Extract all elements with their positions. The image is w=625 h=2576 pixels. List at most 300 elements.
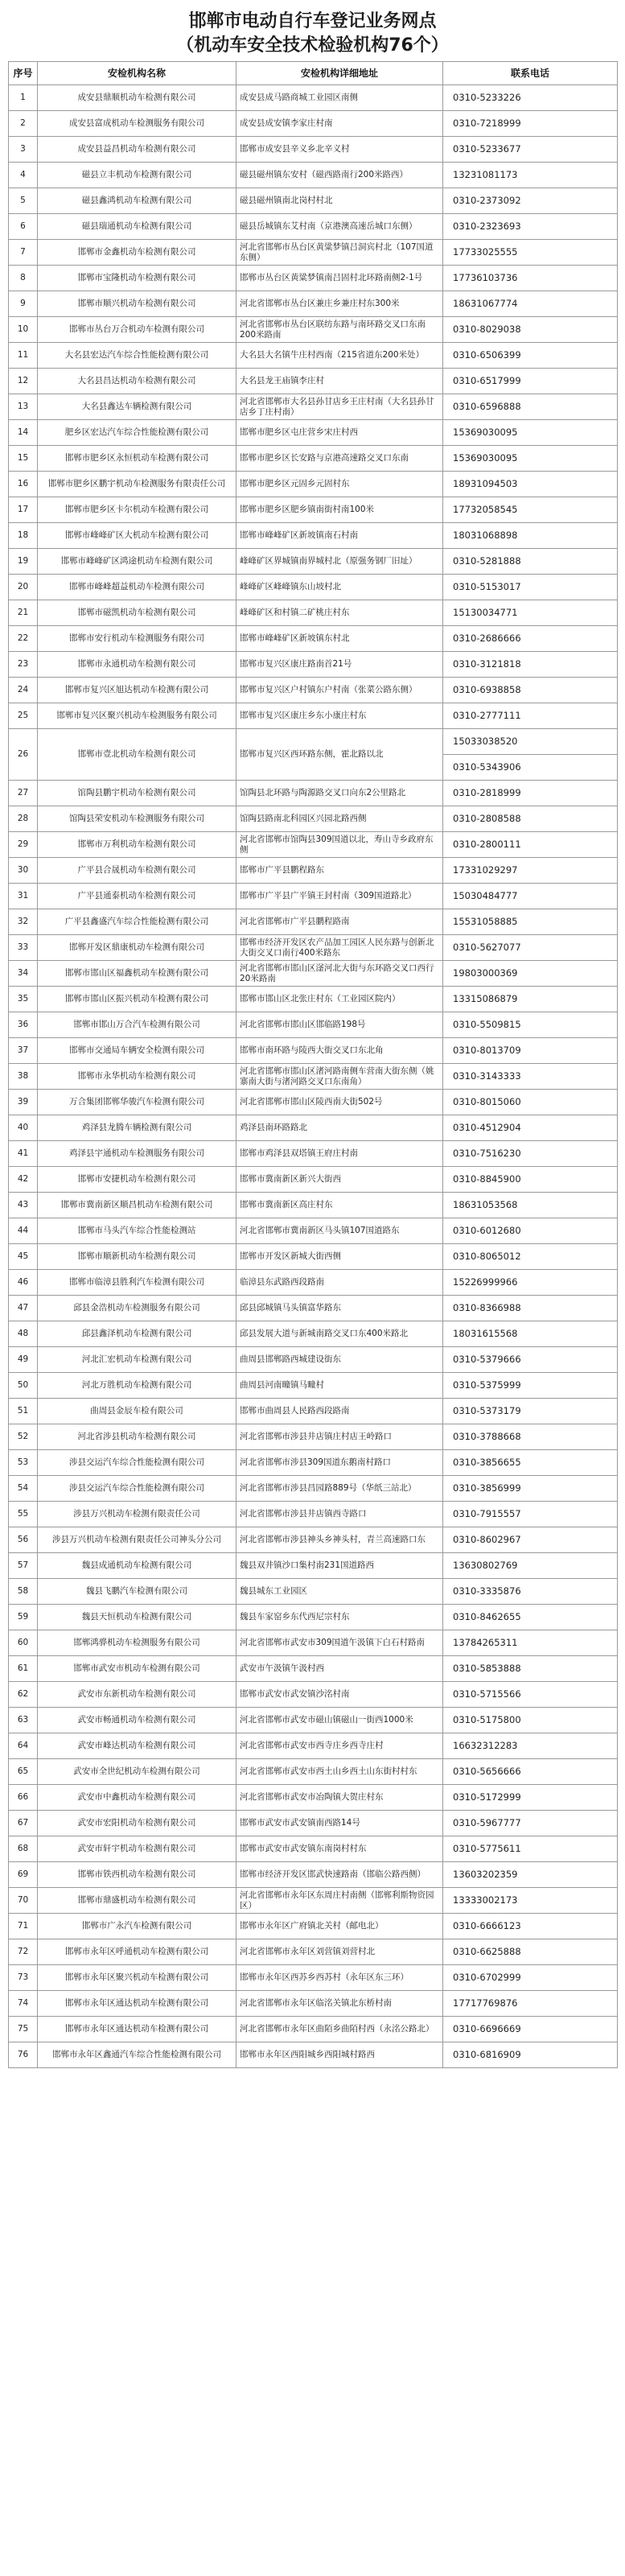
agency-address: 河北省邯郸市邯山区邯临路198号 bbox=[236, 1012, 443, 1038]
agency-name: 邯郸市丛台万合机动车检测有限公司 bbox=[38, 317, 236, 343]
agency-phone: 18031615568 bbox=[443, 1321, 618, 1347]
agency-address: 成安县成马路商城工业园区南侧 bbox=[236, 85, 443, 111]
agency-name: 鸡泽县宇通机动车检测服务有限公司 bbox=[38, 1141, 236, 1167]
row-number: 49 bbox=[9, 1347, 38, 1373]
row-number: 34 bbox=[9, 961, 38, 987]
agency-phone bbox=[443, 729, 618, 781]
row-number: 15 bbox=[9, 446, 38, 472]
row-number: 18 bbox=[9, 523, 38, 549]
row-number: 72 bbox=[9, 1939, 38, 1965]
row-number: 67 bbox=[9, 1811, 38, 1836]
row-number: 1 bbox=[9, 85, 38, 111]
agency-name: 涉县万兴机动车检测有限责任公司神头分公司 bbox=[38, 1527, 236, 1553]
table-row bbox=[9, 1682, 618, 1708]
row-number: 62 bbox=[9, 1682, 38, 1708]
table-row bbox=[9, 369, 618, 394]
agency-phone: 17733025555 bbox=[443, 240, 618, 266]
table-row bbox=[9, 909, 618, 935]
table-row bbox=[9, 394, 618, 420]
agency-address: 馆陶县路南北科园区兴园北路西侧 bbox=[236, 806, 443, 832]
row-number: 76 bbox=[9, 2042, 38, 2068]
agency-address: 邯郸市成安县辛义乡北辛义村 bbox=[236, 137, 443, 163]
agency-name: 成安县鼎顺机动车检测有限公司 bbox=[38, 85, 236, 111]
row-number: 69 bbox=[9, 1862, 38, 1888]
agency-phone: 0310-7218999 bbox=[443, 111, 618, 137]
agency-name: 磁县立丰机动车检测有限公司 bbox=[38, 163, 236, 188]
phone-number: 15033038520 bbox=[453, 736, 518, 747]
agency-address: 河北省邯郸市永年区东周庄村南侧（邯郸利斯物资园区） bbox=[236, 1888, 443, 1914]
agency-address: 河北省邯郸市武安市磁山镇磁山一街西1000米 bbox=[236, 1708, 443, 1733]
row-number: 70 bbox=[9, 1888, 38, 1914]
agency-phone: 0310-8029038 bbox=[443, 317, 618, 343]
row-number: 63 bbox=[9, 1708, 38, 1733]
agency-name: 邯郸市壹北机动车检测有限公司 bbox=[38, 729, 236, 781]
table-row bbox=[9, 1888, 618, 1914]
row-number: 32 bbox=[9, 909, 38, 935]
agency-name: 邯郸市峰峰矿区鸿途机动车检测有限公司 bbox=[38, 549, 236, 575]
agency-name: 馆陶县荣安机动车检测服务有限公司 bbox=[38, 806, 236, 832]
agency-phone: 0310-8845900 bbox=[443, 1167, 618, 1193]
agency-name: 鸡泽县龙腾车辆检测有限公司 bbox=[38, 1115, 236, 1141]
agency-address: 鸡泽县南环路路北 bbox=[236, 1115, 443, 1141]
agency-phone: 13603202359 bbox=[443, 1862, 618, 1888]
row-number: 61 bbox=[9, 1656, 38, 1682]
agency-name: 武安市轩宇机动车检测有限公司 bbox=[38, 1836, 236, 1862]
agency-name: 邯郸市肥乡区鹏宇机动车检测服务有限责任公司 bbox=[38, 472, 236, 497]
agency-name: 邯郸市安行机动车检测服务有限公司 bbox=[38, 626, 236, 652]
table-row bbox=[9, 343, 618, 369]
agency-address: 魏县城东工业园区 bbox=[236, 1579, 443, 1605]
agency-phone: 0310-6517999 bbox=[443, 369, 618, 394]
row-number: 43 bbox=[9, 1193, 38, 1218]
table-row bbox=[9, 832, 618, 858]
row-number: 33 bbox=[9, 935, 38, 961]
agency-address: 河北省邯郸市涉县神头乡神头村，青兰高速路口东 bbox=[236, 1527, 443, 1553]
row-number: 42 bbox=[9, 1167, 38, 1193]
row-number: 21 bbox=[9, 600, 38, 626]
agency-name: 武安市畅通机动车检测有限公司 bbox=[38, 1708, 236, 1733]
agency-name: 河北万胜机动车检测有限公司 bbox=[38, 1373, 236, 1399]
agency-name: 邯郸市马头汽车综合性能检测站 bbox=[38, 1218, 236, 1244]
table-row bbox=[9, 935, 618, 961]
agency-address: 邯郸市肥乡区肥乡镇南街村南100米 bbox=[236, 497, 443, 523]
agency-address: 河北省邯郸市冀南新区马头镇107国道路东 bbox=[236, 1218, 443, 1244]
row-number: 71 bbox=[9, 1914, 38, 1939]
header-address: 安检机构详细地址 bbox=[236, 62, 443, 85]
table-row bbox=[9, 1424, 618, 1450]
table-row bbox=[9, 1836, 618, 1862]
row-number: 37 bbox=[9, 1038, 38, 1064]
document-subtitle: （机动车安全技术检验机构76个） bbox=[176, 35, 449, 56]
row-number: 12 bbox=[9, 369, 38, 394]
agency-name: 涉县交运汽车综合性能检测有限公司 bbox=[38, 1450, 236, 1476]
row-number: 44 bbox=[9, 1218, 38, 1244]
row-number: 14 bbox=[9, 420, 38, 446]
table-row bbox=[9, 1939, 618, 1965]
agency-phone: 0310-8462655 bbox=[443, 1605, 618, 1630]
agency-address: 邯郸市经济开发区邯武快速路南（邯临公路西侧） bbox=[236, 1862, 443, 1888]
row-number: 29 bbox=[9, 832, 38, 858]
agency-address: 邯郸市肥乡区屯庄营乡宋庄村西 bbox=[236, 420, 443, 446]
agency-phone: 13231081173 bbox=[443, 163, 618, 188]
table-row bbox=[9, 884, 618, 909]
agency-address: 峰峰矿区界城镇南界城村北（原强务钢厂旧址） bbox=[236, 549, 443, 575]
agency-name: 武安市东新机动车检测有限公司 bbox=[38, 1682, 236, 1708]
agency-address: 邯郸市复兴区康庄乡东小康庄村东 bbox=[236, 703, 443, 729]
agency-phone: 0310-6506399 bbox=[443, 343, 618, 369]
agency-phone: 0310-5153017 bbox=[443, 575, 618, 600]
agency-name: 邯郸市永华机动车检测有限公司 bbox=[38, 1064, 236, 1090]
row-number: 24 bbox=[9, 678, 38, 703]
agency-phone: 0310-5379666 bbox=[443, 1347, 618, 1373]
agency-address: 邯郸市南环路与陵西大街交叉口东北角 bbox=[236, 1038, 443, 1064]
agency-address: 大名县龙王庙镇李庄村 bbox=[236, 369, 443, 394]
table-row bbox=[9, 1450, 618, 1476]
agency-address: 河北省邯郸市邯山区滏河北大街与东环路交叉口西行20米路南 bbox=[236, 961, 443, 987]
agency-address: 邯郸市峰峰矿区新坡镇东村北 bbox=[236, 626, 443, 652]
agency-name: 武安市峰达机动车检测有限公司 bbox=[38, 1733, 236, 1759]
agency-table bbox=[8, 61, 618, 2068]
agency-address: 河北省邯郸市广平县鹏程路南 bbox=[236, 909, 443, 935]
agency-phone: 0310-3121818 bbox=[443, 652, 618, 678]
table-row bbox=[9, 1270, 618, 1296]
row-number: 64 bbox=[9, 1733, 38, 1759]
table-row bbox=[9, 1759, 618, 1785]
agency-name: 邯郸市交通局车辆安全检测有限公司 bbox=[38, 1038, 236, 1064]
row-number: 28 bbox=[9, 806, 38, 832]
table-row bbox=[9, 858, 618, 884]
agency-address: 邱县发展大道与新城南路交叉口东400米路北 bbox=[236, 1321, 443, 1347]
agency-name: 武安市全世纪机动车检测有限公司 bbox=[38, 1759, 236, 1785]
agency-phone: 0310-3143333 bbox=[443, 1064, 618, 1090]
agency-address: 河北省邯郸市丛台区兼庄乡兼庄村东300米 bbox=[236, 291, 443, 317]
agency-address: 河北省邯郸市涉县井店镇庄村店王岭路口 bbox=[236, 1424, 443, 1450]
row-number: 9 bbox=[9, 291, 38, 317]
agency-address: 河北省邯郸市涉县昌园路889号（华纸三站北） bbox=[236, 1476, 443, 1502]
header-phone: 联系电话 bbox=[443, 62, 618, 85]
table-row bbox=[9, 987, 618, 1012]
table-row bbox=[9, 1502, 618, 1527]
agency-phone: 0310-5715566 bbox=[443, 1682, 618, 1708]
agency-phone: 0310-6938858 bbox=[443, 678, 618, 703]
row-number: 27 bbox=[9, 781, 38, 806]
agency-phone: 18931094503 bbox=[443, 472, 618, 497]
agency-address: 河北省邯郸市武安市西土山乡西土山东街村村东 bbox=[236, 1759, 443, 1785]
table-row bbox=[9, 523, 618, 549]
agency-phone: 19803000369 bbox=[443, 961, 618, 987]
agency-address: 邯郸市永年区广府镇北关村（邮电北） bbox=[236, 1914, 443, 1939]
agency-phone: 0310-6012680 bbox=[443, 1218, 618, 1244]
agency-name: 邯郸市万利机动车检测有限公司 bbox=[38, 832, 236, 858]
agency-name: 馆陶县鹏宇机动车检测有限公司 bbox=[38, 781, 236, 806]
agency-phone: 15369030095 bbox=[443, 446, 618, 472]
row-number: 30 bbox=[9, 858, 38, 884]
table-row bbox=[9, 781, 618, 806]
table-row bbox=[9, 1733, 618, 1759]
agency-phone: 0310-2777111 bbox=[443, 703, 618, 729]
row-number: 59 bbox=[9, 1605, 38, 1630]
row-number: 8 bbox=[9, 266, 38, 291]
agency-phone: 0310-5373179 bbox=[443, 1399, 618, 1424]
agency-name: 曲周县金辰车检有限公司 bbox=[38, 1399, 236, 1424]
table-row bbox=[9, 317, 618, 343]
agency-name: 邯郸市复兴区旭达机动车检测有限公司 bbox=[38, 678, 236, 703]
agency-address: 河北省邯郸市馆陶县309国道以北，寿山寺乡政府东侧 bbox=[236, 832, 443, 858]
table-row bbox=[9, 1785, 618, 1811]
row-number: 60 bbox=[9, 1630, 38, 1656]
agency-name: 邯郸市复兴区聚兴机动车检测服务有限公司 bbox=[38, 703, 236, 729]
agency-name: 邯郸市永年区呼通机动车检测有限公司 bbox=[38, 1939, 236, 1965]
agency-address: 磁县岳城镇东艾村南（京港澳高速岳城口东侧） bbox=[236, 214, 443, 240]
row-number: 51 bbox=[9, 1399, 38, 1424]
agency-address: 磁县磁州镇东安村（磁西路南行200米路西） bbox=[236, 163, 443, 188]
agency-phone: 0310-7915557 bbox=[443, 1502, 618, 1527]
table-row bbox=[9, 1218, 618, 1244]
agency-phone: 0310-5853888 bbox=[443, 1656, 618, 1682]
table-row bbox=[9, 575, 618, 600]
table-row bbox=[9, 2017, 618, 2042]
table-row bbox=[9, 549, 618, 575]
table-row bbox=[9, 1244, 618, 1270]
table-row bbox=[9, 163, 618, 188]
table-row bbox=[9, 240, 618, 266]
agency-name: 邯郸市宝隆机动车检测有限公司 bbox=[38, 266, 236, 291]
agency-phone: 0310-5172999 bbox=[443, 1785, 618, 1811]
agency-address: 武安市午汲镇午汲村西 bbox=[236, 1656, 443, 1682]
agency-address: 河北省邯郸市永年区刘营镇刘营村北 bbox=[236, 1939, 443, 1965]
table-row bbox=[9, 1141, 618, 1167]
table-row bbox=[9, 1012, 618, 1038]
table-row bbox=[9, 806, 618, 832]
table-row bbox=[9, 678, 618, 703]
agency-name: 邯郸市永年区通达机动车检测有限公司 bbox=[38, 1991, 236, 2017]
agency-address: 邯郸市复兴区康庄路南首21号 bbox=[236, 652, 443, 678]
table-row bbox=[9, 703, 618, 729]
agency-address: 河北省邯郸市丛台区联纺东路与南环路交叉口东南200米路南 bbox=[236, 317, 443, 343]
row-number: 23 bbox=[9, 652, 38, 678]
agency-phone: 16632312283 bbox=[443, 1733, 618, 1759]
table-row bbox=[9, 1090, 618, 1115]
agency-phone: 13333002173 bbox=[443, 1888, 618, 1914]
row-number: 47 bbox=[9, 1296, 38, 1321]
agency-name: 邯郸市临漳县胜利汽车检测有限公司 bbox=[38, 1270, 236, 1296]
table-body bbox=[9, 85, 618, 2068]
agency-phone: 0310-5627077 bbox=[443, 935, 618, 961]
row-number: 4 bbox=[9, 163, 38, 188]
agency-phone: 15369030095 bbox=[443, 420, 618, 446]
table-header-row bbox=[9, 62, 618, 85]
agency-name: 邯郸市肥乡区卡尔机动车检测有限公司 bbox=[38, 497, 236, 523]
agency-name: 邱县鑫泽机动车检测有限公司 bbox=[38, 1321, 236, 1347]
agency-phone: 0310-5775611 bbox=[443, 1836, 618, 1862]
agency-phone: 18031068898 bbox=[443, 523, 618, 549]
agency-phone: 0310-5656666 bbox=[443, 1759, 618, 1785]
table-row bbox=[9, 137, 618, 163]
table-row bbox=[9, 497, 618, 523]
row-number: 52 bbox=[9, 1424, 38, 1450]
agency-phone: 0310-2686666 bbox=[443, 626, 618, 652]
agency-address: 大名县大名镇牛庄村西南（215省道东200米处） bbox=[236, 343, 443, 369]
agency-name: 邯郸市永通机动车检测有限公司 bbox=[38, 652, 236, 678]
agency-phone: 0310-6666123 bbox=[443, 1914, 618, 1939]
agency-address: 邯郸市肥乡区元固乡元固村东 bbox=[236, 472, 443, 497]
agency-address: 河北省邯郸市武安市冶陶镇大贺庄村东 bbox=[236, 1785, 443, 1811]
row-number: 41 bbox=[9, 1141, 38, 1167]
agency-phone: 13315086879 bbox=[443, 987, 618, 1012]
agency-phone: 17736103736 bbox=[443, 266, 618, 291]
agency-name: 魏县飞鹏汽车检测有限公司 bbox=[38, 1579, 236, 1605]
agency-phone: 15130034771 bbox=[443, 600, 618, 626]
row-number: 13 bbox=[9, 394, 38, 420]
agency-address: 馆陶县北环路与陶源路交叉口向东2公里路北 bbox=[236, 781, 443, 806]
agency-name: 邯郸市邯山区福鑫机动车检测有限公司 bbox=[38, 961, 236, 987]
agency-name: 广平县鑫盛汽车综合性能检测有限公司 bbox=[38, 909, 236, 935]
agency-address: 邯郸市复兴区户村镇东户村南（张菜公路东侧） bbox=[236, 678, 443, 703]
agency-name: 魏县天恒机动车检测有限公司 bbox=[38, 1605, 236, 1630]
row-number: 17 bbox=[9, 497, 38, 523]
table-row bbox=[9, 188, 618, 214]
agency-address: 邯郸市邯山区北张庄村东（工业园区院内） bbox=[236, 987, 443, 1012]
row-number: 75 bbox=[9, 2017, 38, 2042]
agency-name: 邯郸市顺兴机动车检测有限公司 bbox=[38, 291, 236, 317]
row-number: 38 bbox=[9, 1064, 38, 1090]
table-row bbox=[9, 652, 618, 678]
agency-phone: 0310-5509815 bbox=[443, 1012, 618, 1038]
row-number: 40 bbox=[9, 1115, 38, 1141]
table-row bbox=[9, 1115, 618, 1141]
agency-phone: 0310-6696669 bbox=[443, 2017, 618, 2042]
table-row bbox=[9, 266, 618, 291]
agency-phone: 0310-8602967 bbox=[443, 1527, 618, 1553]
agency-phone: 0310-2800111 bbox=[443, 832, 618, 858]
agency-name: 邯郸市广永汽车检测有限公司 bbox=[38, 1914, 236, 1939]
agency-phone: 18631067774 bbox=[443, 291, 618, 317]
table-row bbox=[9, 111, 618, 137]
row-number: 10 bbox=[9, 317, 38, 343]
agency-address: 河北省邯郸市大名县孙甘店乡王庄村南（大名县孙甘店乡丁庄村南） bbox=[236, 394, 443, 420]
agency-address: 河北省邯郸市武安市309国道午汲镇下白石村路南 bbox=[236, 1630, 443, 1656]
agency-phone: 0310-5233677 bbox=[443, 137, 618, 163]
agency-address: 峰峰矿区和村镇二矿桃庄村东 bbox=[236, 600, 443, 626]
table-row bbox=[9, 626, 618, 652]
document-page bbox=[8, 0, 617, 2060]
agency-phone: 0310-2818999 bbox=[443, 781, 618, 806]
row-number: 54 bbox=[9, 1476, 38, 1502]
agency-phone: 0310-3788668 bbox=[443, 1424, 618, 1450]
agency-name: 魏县成通机动车检测有限公司 bbox=[38, 1553, 236, 1579]
table-row bbox=[9, 1476, 618, 1502]
row-number: 16 bbox=[9, 472, 38, 497]
agency-phone: 0310-2373092 bbox=[443, 188, 618, 214]
table-row bbox=[9, 961, 618, 987]
agency-phone: 0310-6596888 bbox=[443, 394, 618, 420]
row-number: 56 bbox=[9, 1527, 38, 1553]
agency-phone: 0310-8366988 bbox=[443, 1296, 618, 1321]
row-number: 20 bbox=[9, 575, 38, 600]
agency-name: 武安市宏阳机动车检测有限公司 bbox=[38, 1811, 236, 1836]
row-number: 3 bbox=[9, 137, 38, 163]
agency-name: 邯郸市永年区鑫通汽车综合性能检测有限公司 bbox=[38, 2042, 236, 2068]
agency-address: 河北省邯郸市武安市西寺庄乡西寺庄村 bbox=[236, 1733, 443, 1759]
agency-phone: 0310-6816909 bbox=[443, 2042, 618, 2068]
agency-address: 邯郸市丛台区黄粱梦镇南吕固村北环路南侧2-1号 bbox=[236, 266, 443, 291]
agency-name: 邯郸开发区鼎康机动车检测有限公司 bbox=[38, 935, 236, 961]
agency-address: 邯郸市永年区西苏乡西苏村（永年区东三环） bbox=[236, 1965, 443, 1991]
agency-address: 峰峰矿区峰峰镇东山坡村北 bbox=[236, 575, 443, 600]
agency-name: 河北汇宏机动车检测有限公司 bbox=[38, 1347, 236, 1373]
agency-phone: 0310-5233226 bbox=[443, 85, 618, 111]
table-row bbox=[9, 1038, 618, 1064]
agency-address: 邯郸市开发区新城大街西侧 bbox=[236, 1244, 443, 1270]
agency-name: 磁县瑞通机动车检测有限公司 bbox=[38, 214, 236, 240]
row-number: 74 bbox=[9, 1991, 38, 2017]
row-number: 55 bbox=[9, 1502, 38, 1527]
row-number: 2 bbox=[9, 111, 38, 137]
row-number: 50 bbox=[9, 1373, 38, 1399]
agency-phone: 0310-8065012 bbox=[443, 1244, 618, 1270]
row-number: 58 bbox=[9, 1579, 38, 1605]
agency-phone: 0310-6625888 bbox=[443, 1939, 618, 1965]
agency-address: 邯郸市武安市武安镇南西路14号 bbox=[236, 1811, 443, 1836]
table-row bbox=[9, 446, 618, 472]
agency-address: 曲周县河南疃镇马疃村 bbox=[236, 1373, 443, 1399]
agency-phone: 0310-3856999 bbox=[443, 1476, 618, 1502]
agency-name: 邱县金浩机动车检测服务有限公司 bbox=[38, 1296, 236, 1321]
row-number: 46 bbox=[9, 1270, 38, 1296]
table-row bbox=[9, 1965, 618, 1991]
table-row bbox=[9, 1527, 618, 1553]
agency-phone: 0310-8015060 bbox=[443, 1090, 618, 1115]
agency-phone: 0310-3856655 bbox=[443, 1450, 618, 1476]
table-row bbox=[9, 472, 618, 497]
agency-name: 大名县昌达机动车检测有限公司 bbox=[38, 369, 236, 394]
agency-phone: 0310-2323693 bbox=[443, 214, 618, 240]
table-row bbox=[9, 1193, 618, 1218]
agency-phone: 15531058885 bbox=[443, 909, 618, 935]
agency-name: 邯郸市永年区聚兴机动车检测有限公司 bbox=[38, 1965, 236, 1991]
agency-phone: 0310-4512904 bbox=[443, 1115, 618, 1141]
agency-name: 广平县通泰机动车检测有限公司 bbox=[38, 884, 236, 909]
agency-phone: 13784265311 bbox=[443, 1630, 618, 1656]
agency-phone: 0310-5281888 bbox=[443, 549, 618, 575]
agency-phone: 15226999966 bbox=[443, 1270, 618, 1296]
agency-address: 邱县邱城镇马头镇富华路东 bbox=[236, 1296, 443, 1321]
agency-name: 大名县鑫达车辆检测有限公司 bbox=[38, 394, 236, 420]
agency-address: 邯郸市广平县广平镇王封村南（309国道路北） bbox=[236, 884, 443, 909]
agency-name: 广平县合晟机动车检测有限公司 bbox=[38, 858, 236, 884]
table-row bbox=[9, 2042, 618, 2068]
agency-name: 涉县交运汽车综合性能检测有限公司 bbox=[38, 1476, 236, 1502]
table-row bbox=[9, 1321, 618, 1347]
agency-phone: 0310-6702999 bbox=[443, 1965, 618, 1991]
agency-phone: 0310-5375999 bbox=[443, 1373, 618, 1399]
agency-address: 邯郸市永年区西阳城乡西阳城村路西 bbox=[236, 2042, 443, 2068]
table-row bbox=[9, 1811, 618, 1836]
agency-phone: 17331029297 bbox=[443, 858, 618, 884]
agency-name: 磁县鑫鸿机动车检测有限公司 bbox=[38, 188, 236, 214]
agency-name: 邯郸市峰峰矿区大机动车检测有限公司 bbox=[38, 523, 236, 549]
agency-name: 邯郸市磁凯机动车检测有限公司 bbox=[38, 600, 236, 626]
table-row bbox=[9, 1630, 618, 1656]
agency-phone: 0310-2808588 bbox=[443, 806, 618, 832]
row-number: 66 bbox=[9, 1785, 38, 1811]
table-row bbox=[9, 1579, 618, 1605]
row-number: 48 bbox=[9, 1321, 38, 1347]
table-row bbox=[9, 1708, 618, 1733]
table-row bbox=[9, 291, 618, 317]
agency-name: 邯郸鸿骅机动车检测服务有限公司 bbox=[38, 1630, 236, 1656]
agency-name: 邯郸市安捷机动车检测有限公司 bbox=[38, 1167, 236, 1193]
